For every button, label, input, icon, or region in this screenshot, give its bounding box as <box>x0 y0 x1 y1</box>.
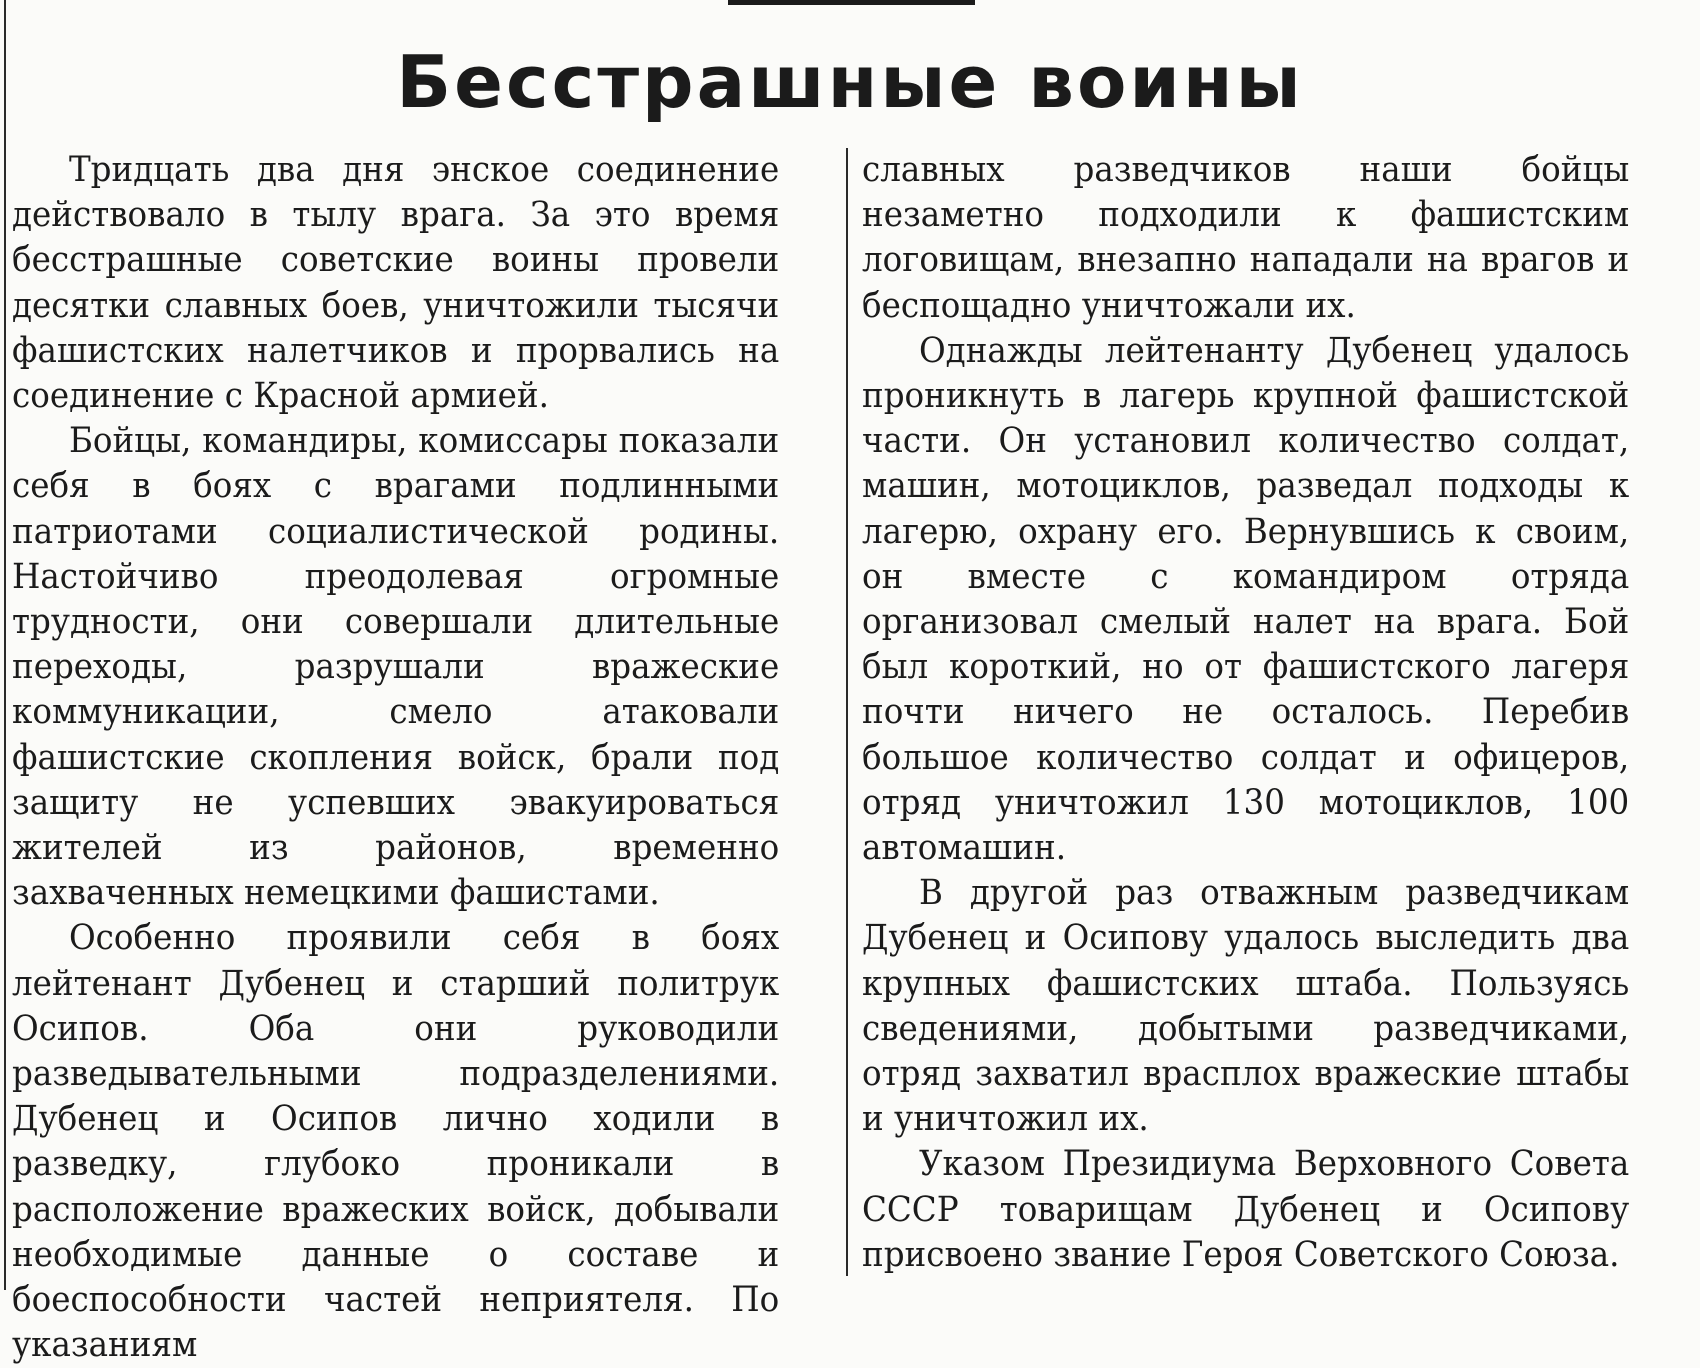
headline: Бесстрашные воины <box>396 40 1304 124</box>
paragraph-6: Указом Президиума Верховного Совета СССР товарищам Дубенец и Осипову присвоено звание Героя Советского Союза. <box>862 1144 1630 1275</box>
right-column <box>862 148 1629 1278</box>
paragraph-5: В другой раз отважным разведчикам Дубенец и Осипову удалось выследить два крупных фашистских штаба. Пользуясь сведениями, добытыми разведчиками, отряд захватил врасплох вражеские штабы и уничтожил их. <box>862 873 1630 1140</box>
paragraph-2: Бойцы, командиры, комиссары показали себя в боях с врагами подлинными патриотами социалистической родины. Настойчиво преодолевая огромные трудности, они совершали длительные переходы, разрушали вражеские коммуникации, смело атаковали фашистские скопления войск, брали под защиту не успевших эвакуироваться жителей из районов, временно захваченных немецкими фашистами. <box>12 421 780 914</box>
paragraph-3: Особенно проявили себя в боях лейтенант Дубенец и старший политрук Осипов. Оба они руководили разведывательными подразделениями. Дубенец и Осипов лично ходили в разведку, глубоко проникали в расположение вражеских войск, добывали необходимые данные о составе и боеспособности частей неприятеля. По указаниям <box>12 918 780 1366</box>
left-column <box>12 148 779 1368</box>
page-edge-rule <box>4 0 6 1290</box>
paragraph-1: Тридцать два дня энское соединение действовало в тылу врага. За это время бесстрашные советские воины провели десятки славных боев, уничтожили тысячи фашистских налетчиков и прорвались на соединение с Красной армией. <box>12 150 780 417</box>
paragraph-4: Однажды лейтенанту Дубенец удалось проникнуть в лагерь крупной фашистской части. Он установил количество солдат, машин, мотоциклов, разведал подходы к лагерю, охрану его. Вернувшись к своим, он вместе с командиром отряда организовал смелый налет на врага. Бой был короткий, но от фашистского лагеря почти ничего не осталось. Перебив большое количество солдат и офицеров, отряд уничтожил 130 мотоциклов, 100 автомашин. <box>862 330 1630 869</box>
paragraph-3-continuation: славных разведчиков наши бойцы незаметно подходили к фашистским логовищам, внезапно нападали на врагов и беспощадно уничтожали их. <box>862 150 1630 326</box>
column-divider <box>846 148 848 1276</box>
top-rule <box>728 0 975 5</box>
